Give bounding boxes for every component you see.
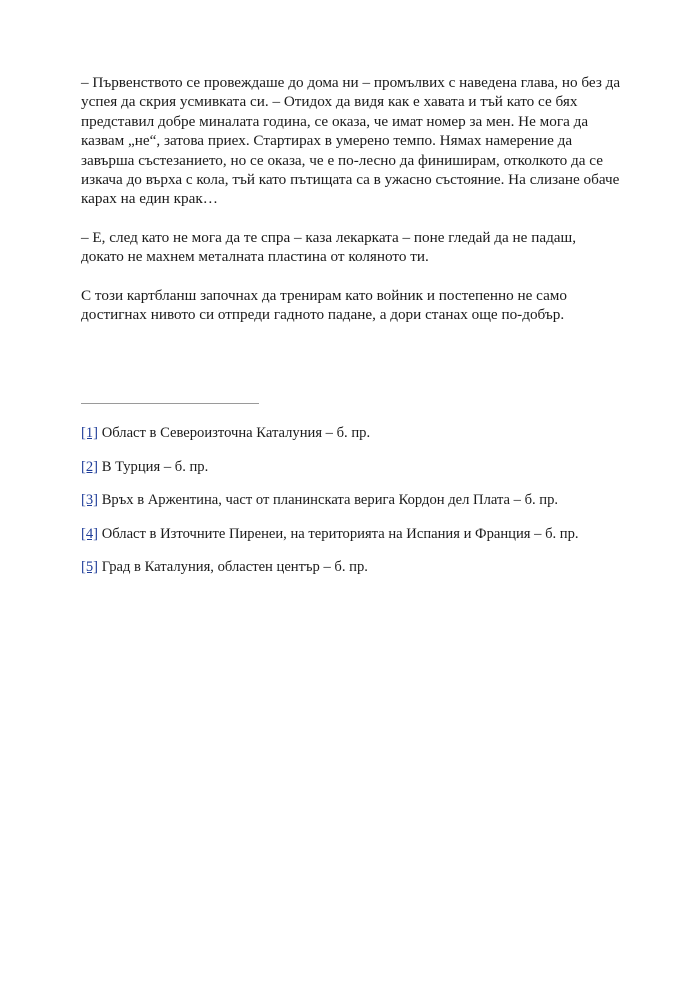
paragraph-3: С този картбланш започнах да тренирам като войник и постепенно не само достигнах нивото си отпреди гадното падане, а дори станах още по-добър.	[81, 286, 568, 324]
footnote-2-text: В Турция – б. пр.	[101, 458, 209, 475]
paragraph-2: – Е, след като не мога да те спра – каза лекарката – поне гледай да не падаш, докато не махнем металната пластина от коляното ти.	[81, 228, 577, 266]
footnote-5	[81, 558, 641, 577]
footnotes-section	[81, 424, 641, 592]
footnote-2-link[interactable]: [2]	[81, 458, 99, 475]
footnote-3	[81, 491, 641, 510]
footnote-3-link[interactable]: [3]	[81, 492, 99, 509]
footnote-1-link[interactable]: [1]	[81, 425, 99, 441]
paragraph-1: – Първенството се провеждаше до дома ни – промълвих с наведена глава, но без да успея да скрия усмивката си. – Отидох да видя как е хавата и тъй като се бях представил добре миналата година, се оказа, че имат номер за мен. Не мога да казвам „не“, затова приех. Стартирах в умерено темпо. Нямах намерение да завърша състезанието, но се оказа, че е по-лесно да финиширам, отколкото да се изкача до върха с кола, тъй като пътищата са в ужасно състояние. На слизане обаче карах на един крак…	[81, 74, 621, 208]
footnote-1	[81, 424, 641, 443]
footnote-3-text: Връх в Аржентина, част от планинската верига Кордон дел Плата – б. пр.	[101, 492, 559, 509]
footnote-5-text: Град в Каталуния, областен център – б. пр.	[101, 559, 368, 576]
footnote-2	[81, 458, 641, 477]
footnote-4-text: Област в Източните Пиренеи, на територията на Испания и Франция – б. пр.	[101, 525, 579, 542]
footnote-separator	[81, 403, 259, 404]
footnote-4-link[interactable]: [4]	[81, 525, 99, 542]
footnote-5-link[interactable]: [5]	[81, 559, 99, 576]
main-text	[81, 73, 621, 343]
footnote-1-text: Област в Североизточна Каталуния – б. пр.	[101, 425, 371, 441]
footnote-4	[81, 525, 641, 544]
